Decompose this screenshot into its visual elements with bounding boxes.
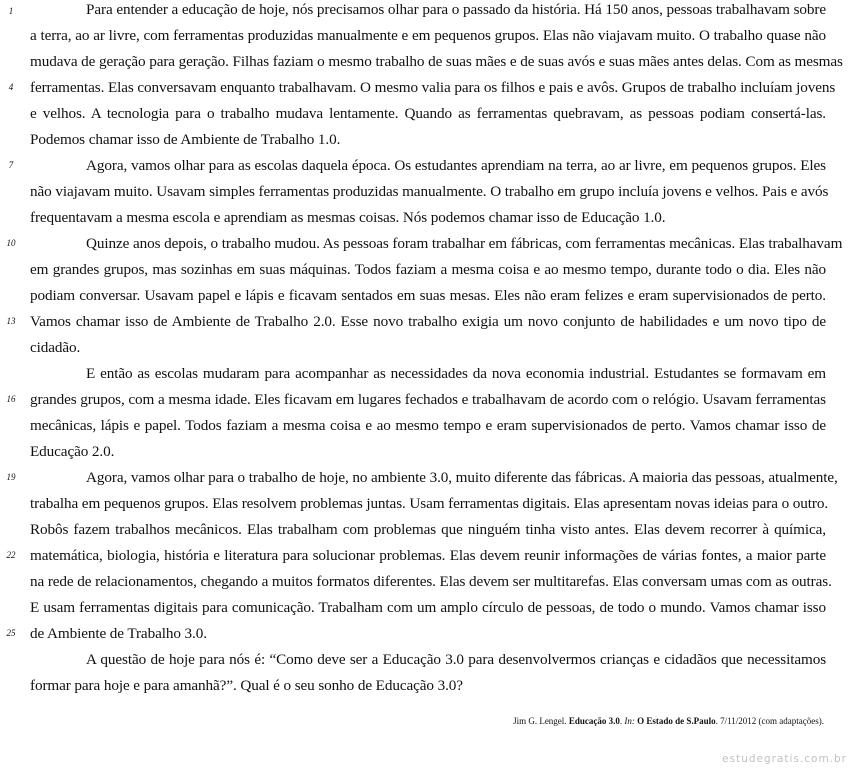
- text-line: matemática, biologia, história e literatura para solucionar problemas. Elas devem reunir informações de várias fontes, a maior parte: [30, 547, 826, 564]
- line-number: 10: [6, 238, 16, 248]
- line-number: 4: [8, 82, 14, 92]
- line-number: 25: [6, 628, 16, 638]
- text-line: Educação 2.0.: [30, 443, 115, 460]
- line-number: 7: [8, 160, 14, 170]
- source-citation: Jim G. Lengel. Educação 3.0. In: O Estado de S.Paulo. 7/11/2012 (com adaptações).: [513, 716, 824, 726]
- citation-in-label: In:: [624, 716, 635, 726]
- text-line: ferramentas. Elas conversavam enquanto trabalhavam. O mesmo valia para os filhos e pais e avôs. Grupos de trabalho incluíam jovens: [30, 79, 836, 96]
- text-line: Robôs fazem trabalhos mecânicos. Elas trabalham com problemas que ninguém tinha visto antes. Elas devem recorrer à química,: [30, 521, 826, 538]
- text-line: na rede de relacionamentos, chegando a muitos formatos diferentes. Elas devem ser multitarefas. Elas conversam umas com as outras.: [30, 573, 832, 590]
- text-line: podiam conversar. Usavam papel e lápis e ficavam sentados em suas mesas. Eles não eram felizes e eram supervisionados de perto.: [30, 287, 826, 304]
- line-number: 13: [6, 316, 16, 326]
- citation-title: Educação 3.0: [568, 716, 620, 726]
- line-number: 1: [8, 6, 14, 16]
- citation-author: Jim G. Lengel.: [513, 716, 567, 726]
- text-line: E então as escolas mudaram para acompanhar as necessidades da nova economia industrial. Estudantes se formavam em: [86, 365, 826, 382]
- text-line: Agora, vamos olhar para as escolas daquela época. Os estudantes aprendiam na terra, ao ar livre, em pequenos grupos. Eles: [86, 157, 826, 174]
- text-line: formar para hoje e para amanhã?”. Qual é o seu sonho de Educação 3.0?: [30, 677, 463, 694]
- citation-source: O Estado de S.Paulo: [637, 716, 716, 726]
- text-line: mecânicas, lápis e papel. Todos faziam a mesma coisa e ao mesmo tempo e eram supervisionados de perto. Vamos chamar isso de: [30, 417, 826, 434]
- text-line: Podemos chamar isso de Ambiente de Trabalho 1.0.: [30, 131, 341, 148]
- line-number: 22: [6, 550, 16, 560]
- text-line: a terra, ao ar livre, com ferramentas produzidas manualmente e em pequenos grupos. Elas não viajavam muito. O trabalho quase não: [30, 27, 826, 44]
- text-line: cidadão.: [30, 339, 81, 356]
- text-line: mudava de geração para geração. Filhas faziam o mesmo trabalho de suas mães e de suas avós e suas mães antes delas. Com as mesmas: [30, 53, 843, 70]
- citation-date: . 7/11/2012 (com adaptações).: [715, 716, 824, 726]
- text-line: frequentavam a mesma escola e aprendiam as mesmas coisas. Nós podemos chamar isso de Educação 1.0.: [30, 209, 666, 226]
- text-line: grandes grupos, com a mesma idade. Eles ficavam em lugares fechados e trabalhavam de acordo com o relógio. Usavam ferramentas: [30, 391, 826, 408]
- watermark: estudegratis.com.br: [722, 753, 847, 765]
- text-line: Vamos chamar isso de Ambiente de Trabalho 2.0. Esse novo trabalho exigia um novo conjunto de habilidades e um novo tipo de: [30, 313, 826, 330]
- text-line: E usam ferramentas digitais para comunicação. Trabalham com um amplo círculo de pessoas, de todo o mundo. Vamos chamar isso: [30, 599, 826, 616]
- text-line: Agora, vamos olhar para o trabalho de hoje, no ambiente 3.0, muito diferente das fábricas. A maioria das pessoas, atualmente,: [86, 469, 838, 486]
- text-line: e velhos. A tecnologia para o trabalho mudava lentamente. Quando as ferramentas quebravam, as pessoas podiam consertá-las.: [30, 105, 826, 122]
- text-line: Para entender a educação de hoje, nós precisamos olhar para o passado da história. Há 150 anos, pessoas trabalhavam sobre: [86, 1, 826, 18]
- text-line: de Ambiente de Trabalho 3.0.: [30, 625, 207, 642]
- line-number: 19: [6, 472, 16, 482]
- text-line: em grandes grupos, mas sozinhas em suas máquinas. Todos faziam a mesma coisa e ao mesmo tempo, durante todo o dia. Eles não: [30, 261, 826, 278]
- text-line: Quinze anos depois, o trabalho mudou. As pessoas foram trabalhar em fábricas, com ferramentas mecânicas. Elas trabalhavam: [86, 235, 843, 252]
- line-number: 16: [6, 394, 16, 404]
- text-line: trabalha em pequenos grupos. Elas resolvem problemas juntas. Usam ferramentas digitais. Elas apresentam novas ideias para o outro.: [30, 495, 829, 512]
- text-line: não viajavam muito. Usavam simples ferramentas produzidas manualmente. O trabalho em grupo incluía jovens e velhos. Pais e avós: [30, 183, 829, 200]
- text-line: A questão de hoje para nós é: “Como deve ser a Educação 3.0 para desenvolvermos crianças e cidadãos que necessitamos: [86, 651, 826, 668]
